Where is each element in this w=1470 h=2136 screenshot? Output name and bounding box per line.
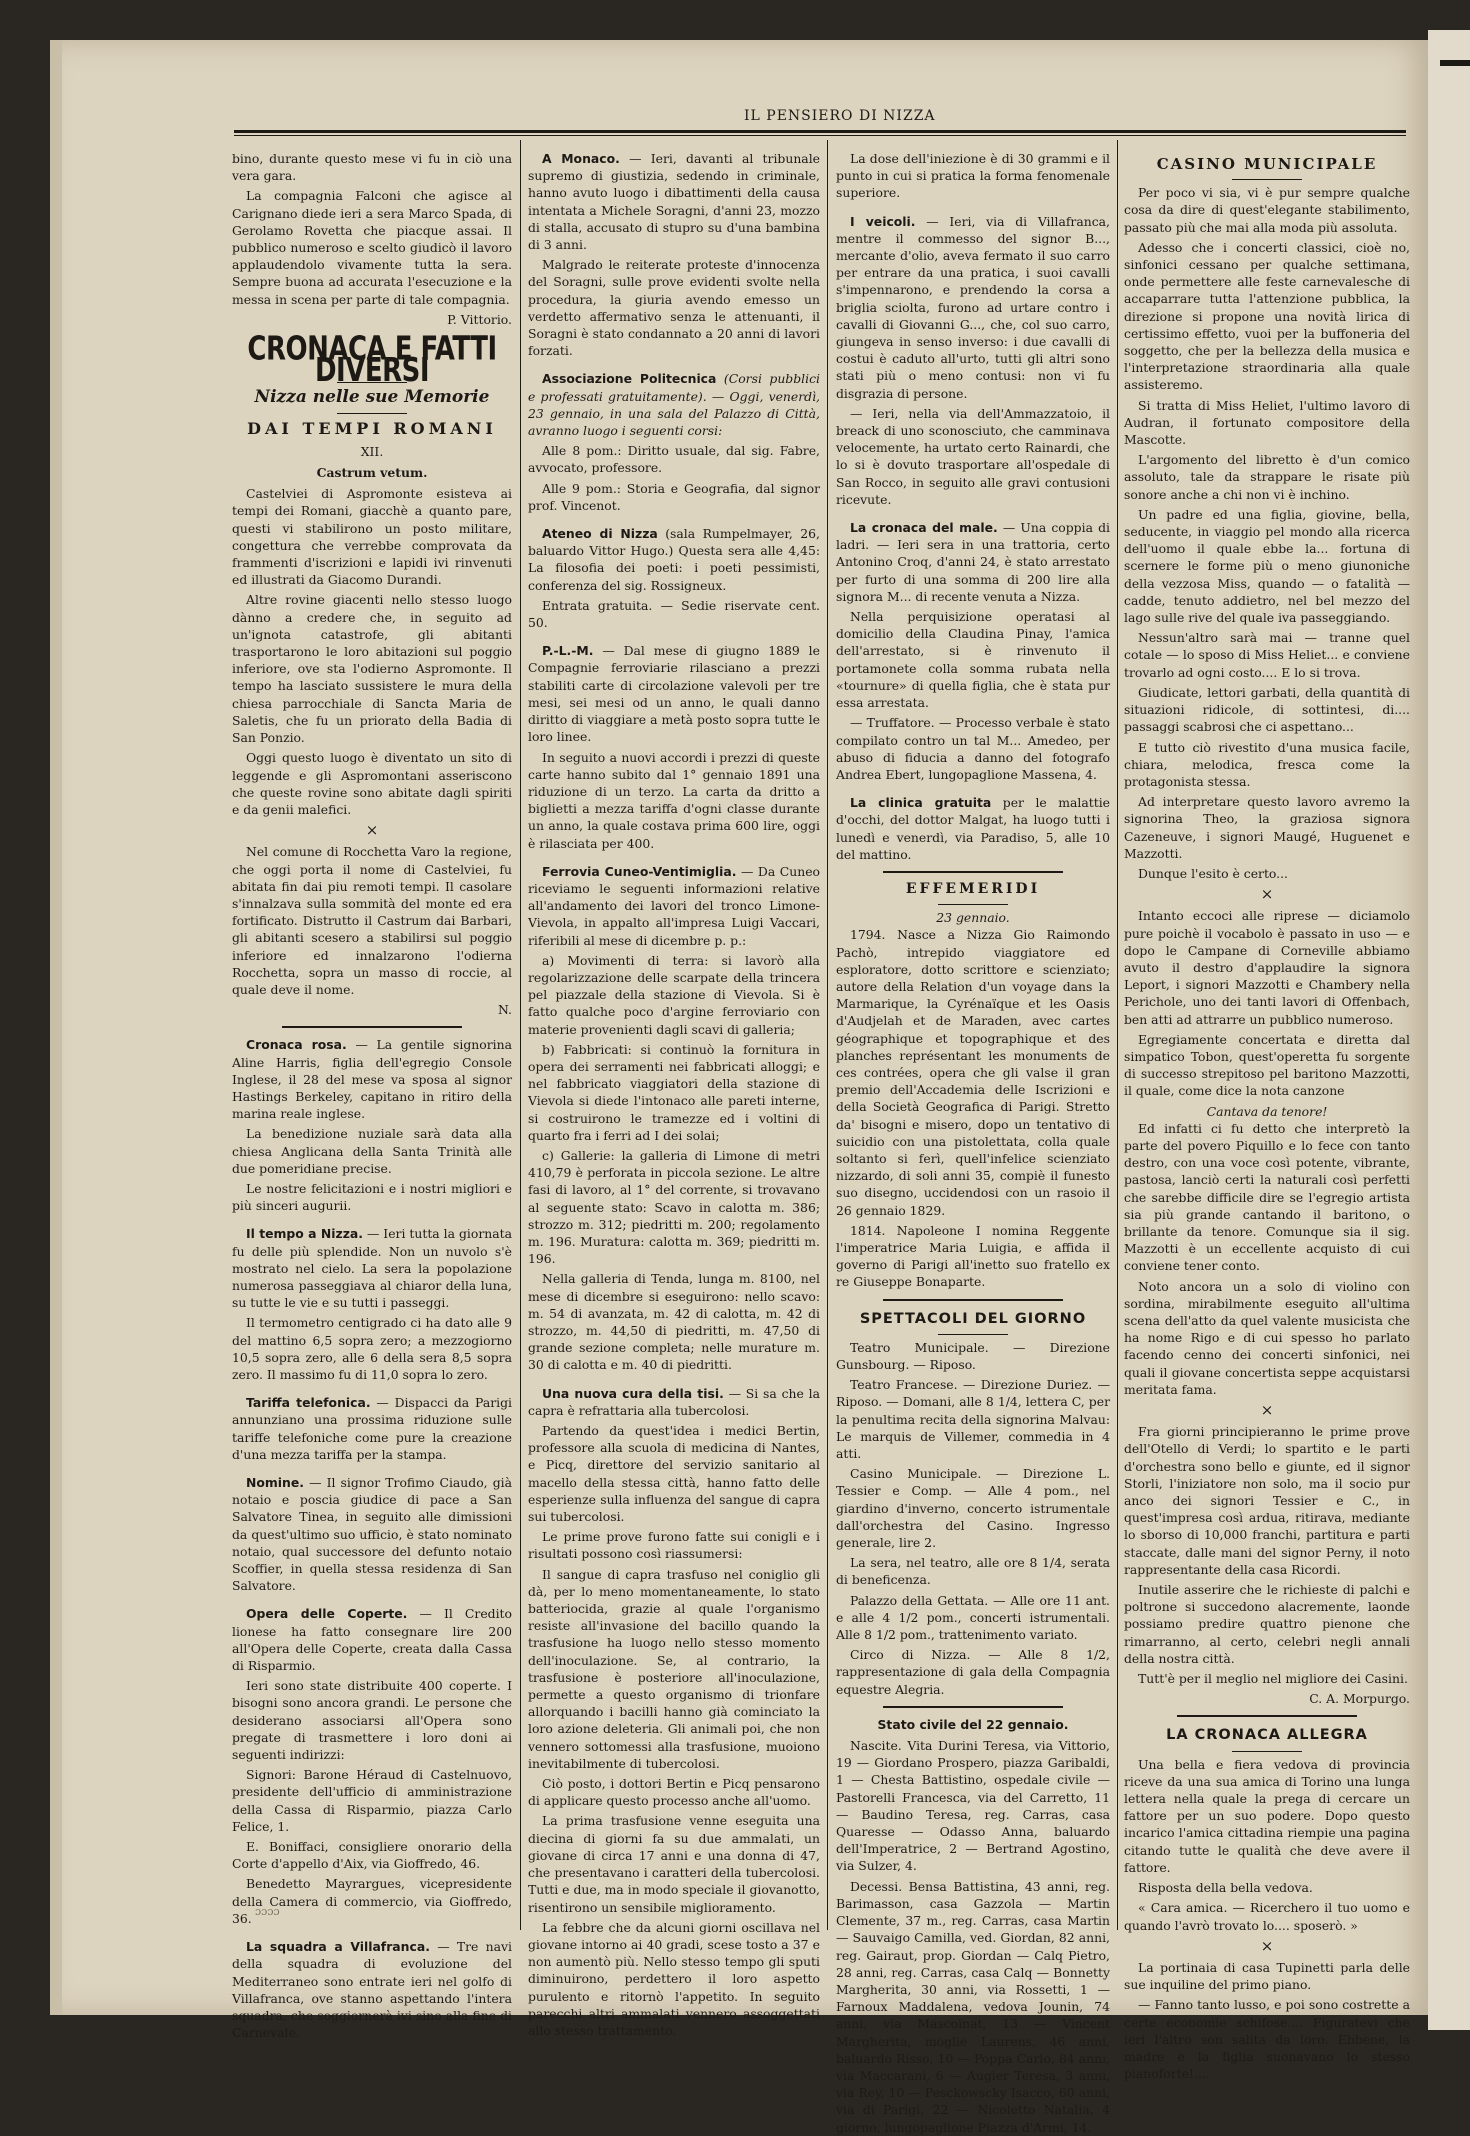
paragraph: Benedetto Mayrargues, vicepresidente della Camera di commercio, via Gioffredo, 36. — [232, 1876, 512, 1926]
divider — [282, 1026, 462, 1028]
section-title: CRONACA E FATTI DIVERSI — [247, 330, 497, 390]
item-text: — Ieri, davanti al tribunale supremo di giustizia, sedendo in criminale, hanno avuto luogo i dibattimenti della causa intentata a Michele Soragni, d'anni 23, mozzo di stalla, accusato di stupro su d'una bambina di 3 anni. — [528, 151, 820, 253]
item-title: Associazione Politecnica — [542, 371, 717, 387]
paragraph: — Ieri, nella via dell'Ammazzatoio, il breack di uno sconosciuto, che camminava velocemente, ha urtato certo Rainardi, che lo si è dovuto trasportare all'ospedale di San Rocco, in seguito alle gravi contusioni ricevute. — [836, 405, 1110, 507]
separator-mark: × — [1260, 1936, 1274, 1955]
item-title: A Monaco. — [542, 151, 620, 166]
paragraph: c) Gallerie: la galleria di Limone di metri 410,79 è perforata in piccola sezione. Le altre fasi di lavoro, al 1° del corrente, si trovavano al seguente stato: Scavo in calotta m. 386; strozzo m. 312; piedritti m. 200; regolamento m. 196. Muratura: calotta m. 369; piedritti m. 196. — [528, 1147, 820, 1267]
item-text: — Da Cuneo riceviamo le seguenti informazioni relative all'andamento dei lavori del tronco Limone-Vievola, in appalto all'impresa Luigi Vaccari, riferibili al mese di dicembre p. p.: — [528, 863, 820, 948]
item-text: — Il signor Trofimo Ciaudo, già notaio e poscia giudice di pace a San Salvatore Tinea, in seguito alle dimissioni da quest'ultimo suo ufficio, è stato nominato notaio, qual successore del defunto notaio Scoffier, in quella stessa residenza di San Salvatore. — [232, 1475, 512, 1594]
paragraph: Malgrado le reiterate proteste d'innocenza del Soragni, sulle prove evidenti svolte nella procedura, la giuria avendo emesso un verdetto affermativo senza le attenuanti, il Soragni è stato condannato a 20 anni di lavori forzati. — [528, 257, 820, 359]
news-item — [232, 1394, 512, 1463]
divider — [938, 1334, 1008, 1335]
news-item — [528, 642, 820, 745]
next-page-rule — [1440, 60, 1470, 66]
paragraph: E tutto ciò rivestito d'una musica facile, chiara, melodica, fresca come la protagonista stessa. — [1124, 739, 1410, 789]
section-title: CASINO MUNICIPALE — [1156, 155, 1378, 173]
paragraph: — Truffatore. — Processo verbale è stato compilato contro un tal M... Amedeo, per abuso di fiducia a danno del fotografo Andrea Ebert, lungopaglione Massena, 4. — [836, 715, 1110, 782]
column-2 — [528, 150, 820, 2038]
paragraph: Le prime prove furono fatte sui conigli e i risultati possono così riassumersi: — [528, 1529, 820, 1562]
section-title: Stato civile del 22 gennaio. — [877, 1716, 1069, 1732]
paragraph: b) Fabbricati: si continuò la fornitura in opera dei serramenti nei fabbricati alloggi; e nel fabbricato viaggiatori della stazione di Vievola si diede l'intonaco alle pareti interne, si costruirono le tramezze ed i voltini di quarto fra i ferri ad I dei solai; — [528, 1041, 820, 1143]
separator-mark: × — [1260, 1401, 1274, 1420]
paragraph: La dose dell'iniezione è di 30 grammi e il punto in cui si pratica la forma fenomenale superiore. — [836, 151, 1110, 201]
item-text: — Una coppia di ladri. — Ieri sera in una trattoria, certo Antonino Croq, d'anni 24, è stato arrestato per furto di una somma di 200 lire alla signora M... di recente venuta a Nizza. — [836, 520, 1110, 604]
paragraph: Inutile asserire che le richieste di palchi e poltrone si succedono alacremente, laonde possiamo predire quattro pienone che rimarranno, al certo, celebri negli annali della nostra città. — [1124, 1582, 1410, 1666]
paragraph: Intanto eccoci alle riprese — diciamolo pure poichè il vocabolo è passato in uso — e dopo le Campane di Corneville abbiamo avuto il destro d'applaudire la signora Leport, i signori Mazzotti e Chambery nella Perichole, uno dei tanti lavori di Offenbach, ben atti ad attrarre un pubblico numeroso. — [1124, 908, 1410, 1027]
item-title: I veicoli. — [850, 213, 916, 229]
divider — [883, 871, 1063, 873]
item-title: Cronaca rosa. — [246, 1037, 347, 1053]
faded-stamp: ɔɔɔɔ — [255, 1905, 280, 1918]
column-4 — [1124, 150, 1410, 2082]
quote: Cantava da tenore! — [1206, 1103, 1328, 1119]
header-rule — [234, 130, 1406, 136]
article-title: Castrum vetum. — [316, 465, 428, 481]
item-text: — La gentile signorina Aline Harris, figlia dell'egregio Console Inglese, il 28 del mese va sposa al signor Hastings Berkeley, capitano in ritiro della marina reale inglese. — [232, 1037, 512, 1122]
series-title: DAI TEMPI ROMANI — [247, 418, 497, 438]
item-title: P.-L.-M. — [542, 643, 594, 659]
paragraph: Teatro Francese. — Direzione Duriez. — Riposo. — Domani, alle 8 1/4, lettera C, per la penultima recita della signorina Malvau: Le marquis de Villemer, commedia in 4 atti. — [836, 1377, 1110, 1462]
paragraph: Il sangue di capra trasfuso nel coniglio gli dà, per lo meno momentaneamente, lo stato batteriocida, grazie al quale l'organismo resiste all'invasione del bacillo quando la trasfusione ha luogo nello stesso momento dell'inoculazione. Se, al contrario, la trasfusione è posteriore all'inoculazione, permette a questo organismo di trionfare allorquando i bacilli hanno già cominciato la loro azione deleteria. Gli animali poi, che non vennero sottomessi alla trasfusione, muoiono inevitabilmente di tubercolosi. — [528, 1566, 820, 1771]
paragraph: Nella galleria di Tenda, lunga m. 8100, nel mese di dicembre si eseguirono: nello scavo: m. 54 di avanzata, m. 42 di calotta, m. 42 di strozzo, m. 44,50 di piedritti, m. 47,50 di grande sezione completa; nelle murature m. 30 di calotta e m. 40 di piedritti. — [528, 1271, 820, 1373]
item-title: Ferrovia Cuneo-Ventimiglia. — [542, 863, 737, 879]
paragraph: Un padre ed una figlia, giovine, bella, seducente, in viaggio pel mondo alla ricerca dell'uomo il quale ebbe la... fortuna di scernere le forme più o meno giunoniche della vezzosa Miss, quando — o fatalità — cadde, tenuto addietro, nel bel mezzo del lago sulle rive del quale iva passeggiando. — [1124, 506, 1410, 626]
divider — [883, 1299, 1063, 1301]
news-item — [528, 525, 820, 594]
paragraph: Per poco vi sia, vi è pur sempre qualche cosa da dire di quest'elegante stabilimento, passato più che mai alla moda più assoluta. — [1124, 185, 1410, 235]
divider — [1232, 1751, 1302, 1752]
paragraph: Dunque l'esito è certo... — [1138, 865, 1288, 881]
paragraph: Noto ancora un a solo di violino con sordina, mirabilmente eseguito all'ultima scena dell'atto da quel valente musicista che ha nome Rigo e di cui spesso ho parlato facendo cenno dei concerti sinfonici, nei quali il giovane concertista seppe acquistarsi meritata fama. — [1124, 1278, 1410, 1397]
paragraph: Circo di Nizza. — Alle 8 1/2, rappresentazione di gala della Compagnia equestre Alegria. — [836, 1647, 1110, 1697]
signature: C. A. Morpurgo. — [1309, 1691, 1410, 1707]
section-title: SPETTACOLI DEL GIORNO — [859, 1310, 1087, 1327]
separator-mark: × — [365, 821, 379, 840]
paragraph: Le nostre felicitazioni e i nostri migliori e più sinceri augurii. — [232, 1180, 512, 1214]
news-item — [232, 1605, 512, 1674]
paragraph: Fra giorni principieranno le prime prove dell'Otello di Verdi; lo spartito e le parti d'orchestra sono bello e giunte, ed il signor Storli, l'iniziatore non solo, ma il socio pur anco dei signori Tessier e C., in quest'impresa così ardua, ritirava, mediante lo sborso di 10,000 franchi, partitura e parti staccate, dalle mani del signor Perny, il noto rappresentante della casa Ricordi. — [1124, 1424, 1410, 1577]
item-text: (sala Rumpelmayer, 26, baluardo Vittor Hugo.) Questa sera alle 4,45: La filosofia dei poeti: i poeti pessimisti, conferenza del sig. Rossigneux. — [528, 526, 820, 593]
next-page-edge — [1428, 30, 1470, 2030]
item-title: La squadra a Villafranca. — [246, 1939, 430, 1955]
item-text: (Corsi pubblici e professati gratuitamente). — Oggi, venerdì, 23 gennaio, in una sala del Palazzo di Città, avranno luogo i seguenti corsi: — [528, 371, 820, 439]
column-rule-2 — [827, 140, 828, 1930]
paragraph: Nel comune di Rocchetta Varo la regione, che oggi porta il nome di Castelviei, fu abitata fin dai piu remoti tempi. Il casolare s'innalzava sulla sommità del monte ed era fortificato. Distrutto il Castrum dai Barbari, gli abitanti scesero a stabilirsi sul poggio inferiore ed innalzarono l'odierna Rocchetta, sopra un masso di roccie, al quale deve il nome. — [232, 844, 512, 997]
paragraph: E. Boniffaci, consigliere onorario della Corte d'appello d'Aix, via Gioffredo, 46. — [232, 1839, 512, 1872]
paragraph: La febbre che da alcuni giorni oscillava nel giovane intorno ai 40 gradi, scese tosto a 37 e non aumentò più. Nello stesso tempo gli sputi diminuirono, perdettero il loro aspetto purulento e ritornò l'appetito. In seguito parecchi altri ammalati vennero assoggettati allo stesso trattamento. — [528, 1919, 820, 2038]
paragraph: Adesso che i concerti classici, cioè no, sinfonici cessano per qualche settimana, onde permettere alle feste carnevalesche di accaparrare tutta l'attenzione pubblica, la direzione si propone una novità lirica di certissimo effetto, vuoi per la buffoneria del soggetto, che per la bellezza della musica e l'interpretazione straordinaria alla quale assisteremo. — [1124, 239, 1410, 393]
paragraph: Egregiamente concertata e diretta dal simpatico Tobon, quest'operetta fu sorgente di successo strepitoso pel baritono Mazzotti, il quale, come dice la nota canzone — [1124, 1031, 1410, 1099]
item-text: — Il Credito lionese ha fatto consegnare lire 200 all'Opera delle Coperte, creata dalla Cassa di Risparmio. — [232, 1606, 512, 1674]
paragraph: Ed infatti ci fu detto che interpretò la parte del povero Piquillo e lo fece con tanto destro, con una voce così potente, vibrante, pastosa, lanciò certi la naturali così perfetti che sarebbe difficile dire se l'egregio artista sia più grande cantando il baritono, o brillante da tenore. Comunque sia il sig. Mazzotti è un eccellente acquisto di cui conviene tener conto. — [1124, 1120, 1410, 1274]
chapter-number: XII. — [360, 443, 384, 459]
paragraph: Una bella e fiera vedova di provincia riceve da una sua amica di Torino una lunga lettera nella quale la prega di cercare un fattore per un suo podere. Dopo questo incarico l'amica cittadina riempie una pagina citando tutte le qualità che deve avere il fattore. — [1124, 1756, 1410, 1875]
date-heading: 23 gennaio. — [936, 910, 1010, 926]
divider — [938, 904, 1008, 905]
paragraph: 1794. Nasce a Nizza Gio Raimondo Pachò, intrepido viaggiatore ed esploratore, dotto scrittore e scienziato; autore della Relation d'un voyage dans la Marmarique, la Cyrénaïque et les Oasis d'Audjelah et de Maraden, avec cartes géographique et topographique et des planches représentant les monuments de ces contrées, opera che gli valse il gran premio dell'Accademia delle Iscrizioni e della Società Geografica di Parigi. Stretto da' bisogni e misero, dopo un tentativo di suicidio con una pistolettata, colla quale soltanto si ferì, quell'infelice scienziato nizzardo, di soli anni 35, compiè il funesto suo disegno, uccidendosi con un rasoio il 26 gennaio 1829. — [836, 927, 1110, 1218]
news-item — [232, 1474, 512, 1594]
divider — [1177, 1715, 1357, 1717]
item-text: — Dispacci da Parigi annunziano una prossima riduzione sulle tariffe telefoniche come pure la creazione d'una mezza tariffa per la stampa. — [232, 1395, 512, 1462]
paragraph: L'argomento del libretto è d'un comico assoluto, tale da strappare le risate più sonore anche a chi non vi è inchino. — [1124, 452, 1410, 502]
section-title: EFFEMERIDI — [905, 880, 1041, 897]
paragraph: Alle 8 pom.: Diritto usuale, dal sig. Fabre, avvocato, professore. — [528, 443, 820, 476]
divider — [337, 413, 407, 414]
paragraph: 1814. Napoleone I nomina Reggente l'imperatrice Maria Luigia, e affida il governo di Parigi all'inetto suo fratello ex re Giuseppe Bonaparte. — [836, 1222, 1110, 1290]
paragraph: bino, durante questo mese vi fu in ciò una vera gara. — [232, 151, 512, 184]
paragraph: La sera, nel teatro, alle ore 8 1/4, serata di beneficenza. — [836, 1555, 1110, 1588]
news-item — [232, 1225, 512, 1311]
paragraph: Teatro Municipale. — Direzione Gunsbourg. — Riposo. — [836, 1339, 1110, 1372]
item-text: — Si sa che la capra è refrattaria alla tubercolosi. — [528, 1385, 820, 1418]
newspaper-title: IL PENSIERO DI NIZZA — [744, 108, 936, 124]
item-title: La cronaca del male. — [850, 520, 998, 536]
news-item — [528, 150, 820, 253]
news-item — [232, 1036, 512, 1122]
item-text: — Ieri tutta la giornata fu delle più splendide. Non un nuvolo s'è mostrato nel cielo. La sera la popolazione numerosa passeggiava al chiaror della luna, su tutte le vie e su tutti i passeggi. — [232, 1226, 512, 1311]
column-rule-3 — [1117, 140, 1118, 1930]
paragraph: La benedizione nuziale sarà data alla chiesa Anglicana della Santa Trinità alle due pomeridiane precise. — [232, 1126, 512, 1176]
paragraph: Partendo da quest'idea i medici Bertin, professore alla scuola di medicina di Nantes, e Picq, direttore del servizio sanitario al macello della stessa città, hanno fatto delle esperienze sulla influenza del sangue di capra sui tubercolosi. — [528, 1423, 820, 1525]
paragraph: Decessi. Bensa Battistina, 43 anni, reg. Barimasson, casa Gazzola — Martin Clemente, 37 m., reg. Carras, casa Martin — Sauvaigo Camilla, ved. Giordan, 82 anni, reg. Gairaut, prop. Giordan — Calq Pietro, 28 anni, reg. Carras, casa Calq — Bonnetty Margherita, 30 anni, via Rossetti, 1 — Farnoux Maddalena, vedova Jounin, 74 anni, via Mascoïnat, 13 — Vincent Margherita, moglie Laurens, 46 anni, baluardo Risso, 10 — Poppa Carlo, 84 anni, via Maccarani, 6 — Augier Teresa, 3 anni, via Rey, 10 — Pesckowscky Isacco, 60 anni, via di Parigi, 22 — Nicoletto Natalia, 4 giorno, lungopaglione Piazza d'Armi, 14. — [836, 1878, 1110, 2135]
paragraph: Palazzo della Gettata. — Alle ore 11 ant. e alle 4 1/2 pom., concerti istrumentali. Alle 8 1/2 pom., trattenimento variato. — [836, 1592, 1110, 1643]
paragraph: Alle 9 pom.: Storia e Geografia, dal signor prof. Vincenot. — [528, 480, 820, 513]
paragraph: La compagnia Falconi che agisce al Carignano diede ieri a sera Marco Spada, di Gerolamo Rovetta che piacque assai. Il pubblico numeroso e scelto giudicò il lavoro applaudendolo vivamente tutta la sera. Sempre buona ad accurata l'esecuzione e la messa in scena per parte di tale compagnia. — [232, 188, 512, 307]
item-title: Opera delle Coperte. — [246, 1606, 408, 1622]
paragraph: La portinaia di casa Tupinetti parla delle sue inquiline del primo piano. — [1124, 1959, 1410, 1993]
news-item — [836, 213, 1110, 402]
paragraph: — Fanno tanto lusso, e poi sono costrette a certe economie schifose.... Figuratevi che ieri l'altro son salita da loro. Ebbene, la madre e la figlia suonavano lo stesso pianoforte!.... — [1124, 1997, 1410, 2082]
paragraph: La prima trasfusione venne eseguita una diecina di giorni fa su due ammalati, un giovane di circa 17 anni e una donna di 47, che presentavano i caratteri della tubercolosi. Tutti e due, ma in modo speciale il giovanotto, risentirono un sensibile miglioramento. — [528, 1813, 820, 1915]
paragraph: Si tratta di Miss Heliet, l'ultimo lavoro di Audran, il fortunato compositore della Mascotte. — [1124, 397, 1410, 448]
item-title: Ateneo di Nizza — [542, 526, 658, 542]
column-3 — [836, 150, 1110, 2135]
section-subtitle: Nizza nelle sue Memorie — [254, 387, 490, 408]
section-title: LA CRONACA ALLEGRA — [1166, 1727, 1368, 1744]
divider — [1232, 179, 1302, 180]
paragraph: Il termometro centigrado ci ha dato alle 9 del mattino 6,5 sopra zero; a mezzogiorno 10,5 sopra zero, alle 6 della sera 8,5 sopra zero. Il massimo fu di 11,0 sopra lo zero. — [232, 1315, 512, 1382]
paragraph: « Cara amica. — Ricerchero il tuo uomo e quando l'avrò trovato lo.... sposerò. » — [1124, 1900, 1410, 1933]
item-text: — Ieri, via di Villafranca, mentre il commesso del signor B..., mercante d'olio, aveva fermato il suo carro per entrare da una pratica, i suoi cavalli s'impennarono, e prendendo la corsa a briglia sciolta, furono ad urtare contro i cavalli di Giovanni G..., che, col suo carro, giungeva in senso inverso: i due cavalli di costui è caduto all'urto, tutti gli altri sono stati più o meno contusi: non vi fu disgrazia di persone. — [836, 213, 1110, 401]
column-rule-1 — [520, 140, 521, 1930]
paragraph: Castelviei di Aspromonte esisteva ai tempi dei Romani, giacchè a quanto pare, questi vi stabilirono un posto militare, congettura che verrebbe comprovata da frammenti d'iscrizioni e lapidi ivi rinvenuti ed illustrati da Giacomo Durandi. — [232, 486, 512, 588]
news-item — [836, 519, 1110, 605]
item-title: Il tempo a Nizza. — [246, 1226, 363, 1242]
paragraph: Casino Municipale. — Direzione L. Tessier e Comp. — Alle 4 pom., nel giardino d'inverno, concerto istrumentale dall'orchestra del Casino. Ingresso generale, lire 2. — [836, 1466, 1110, 1551]
signature: N. — [498, 1002, 512, 1018]
paragraph: Altre rovine giacenti nello stesso luogo dànno a credere che, in seguito ad un'ignota catastrofe, gli abitanti trasportarono le loro abitazioni sul poggio inferiore, ove sta l'odierno Aspromonte. Il tempo ha lasciato sussistere le mura della chiesa parrocchiale di Sancta Maria de Saletis, che fu un priorato della Badia di San Ponzio. — [232, 592, 512, 746]
item-title: La clinica gratuita — [850, 795, 992, 811]
item-text: — Dal mese di giugno 1889 le Compagnie ferroviarie rilasciano a prezzi stabiliti carte di circolazione valevoli per tre mesi, sei mesi od un anno, le quali danno diritto di viaggiare a metà posto sopra tutte le loro linee. — [528, 643, 820, 745]
paragraph: Nessun'altro sarà mai — tranne quel cotale — lo sposo di Miss Heliet... e conviene trovarlo ad ogni costo.... E lo si trova. — [1124, 630, 1410, 680]
page-header — [234, 104, 1406, 140]
paragraph: Ad interpretare questo lavoro avremo la signorina Theo, la graziosa signora Cazeneuve, i signori Maugé, Huguenet e Mazzotti. — [1124, 794, 1410, 861]
paragraph: Giudicate, lettori garbati, della quantità di situazioni ridicole, di sottintesi, di.... passaggi scabrosi che ci aspettano... — [1124, 684, 1410, 735]
item-title: Nomine. — [246, 1475, 304, 1491]
news-item — [528, 370, 820, 439]
paragraph: Signori: Barone Héraud di Castelnuovo, presidente dell'ufficio di amministrazione della Cassa di Risparmio, piazza Carlo Felice, 1. — [232, 1767, 512, 1834]
paragraph: a) Movimenti di terra: si lavorò alla regolarizzazione delle scarpate della trincera pel piazzale della stazione di Vievola. Si è fatto qualche poco d'argine ferroviario con materie provenienti dagli scavi di galleria; — [528, 952, 820, 1037]
news-item — [528, 1385, 820, 1419]
signature: P. Vittorio. — [447, 311, 512, 327]
item-text: — Tre navi della squadra di evoluzione del Mediterraneo sono entrate ieri nel golfo di Villafranca, ove stanno aspettando l'intera squadra, che soggiornerà ivi sino alla fine di Carnevale. — [232, 1939, 512, 2041]
news-item — [528, 863, 820, 949]
paragraph: Entrata gratuita. — Sedie riservate cent. 50. — [528, 597, 820, 631]
separator-mark: × — [1260, 885, 1274, 904]
paragraph: Oggi questo luogo è diventato un sito di leggende e gli Aspromontani asseriscono che queste rovine sono abitate dagli spiriti e da genii malefici. — [232, 750, 512, 817]
paragraph: Nascite. Vita Durini Teresa, via Vittorio, 19 — Giordano Prospero, piazza Garibaldi, 1 — Chesta Battistino, ospedale civile — Pastorelli Francesca, via del Carretto, 11 — Baudino Teresa, reg. Carras, casa Quaresse — Odasso Anna, baluardo dell'Imperatrice, 2 — Bertrand Agostino, via Sulzer, 4. — [836, 1738, 1110, 1874]
item-title: Una nuova cura della tisi. — [542, 1385, 724, 1401]
paragraph: Ciò posto, i dottori Bertin e Picq pensarono di applicare questo processo anche all'uomo. — [528, 1776, 820, 1809]
paragraph: Nella perquisizione operatasi al domicilio della Claudina Pinay, l'amica dell'arrestato, si è rinvenuto il portamonete colla somma rubata nella «tournure» di quella figlia, che è stata pur essa arrestata. — [836, 609, 1110, 711]
item-title: Tariffa telefonica. — [246, 1395, 371, 1411]
paragraph: Tutt'è per il meglio nel migliore dei Casini. — [1138, 1671, 1408, 1687]
news-item — [232, 1938, 512, 2041]
paragraph: Risposta della bella vedova. — [1138, 1880, 1313, 1896]
item-text: per le malattie d'occhi, del dottor Malgat, ha luogo tutti i lunedì e venerdì, via Paradiso, 5, alle 10 del mattino. — [836, 795, 1110, 862]
paragraph: In seguito a nuovi accordi i prezzi di queste carte hanno subito dal 1° gennaio 1891 una riduzione di un terzo. La carta da dritto a biglietti a mezza tariffa d'ogni classe durante un anno, la quale costava prima 600 lire, oggi è rilasciata per 400. — [528, 749, 820, 851]
paragraph: Ieri sono state distribuite 400 coperte. I bisogni sono ancora grandi. Le persone che desiderano associarsi all'Opera sono pregate di trasmettere i loro doni ai seguenti indirizzi: — [232, 1678, 512, 1763]
divider — [883, 1706, 1063, 1708]
news-item — [836, 794, 1110, 863]
